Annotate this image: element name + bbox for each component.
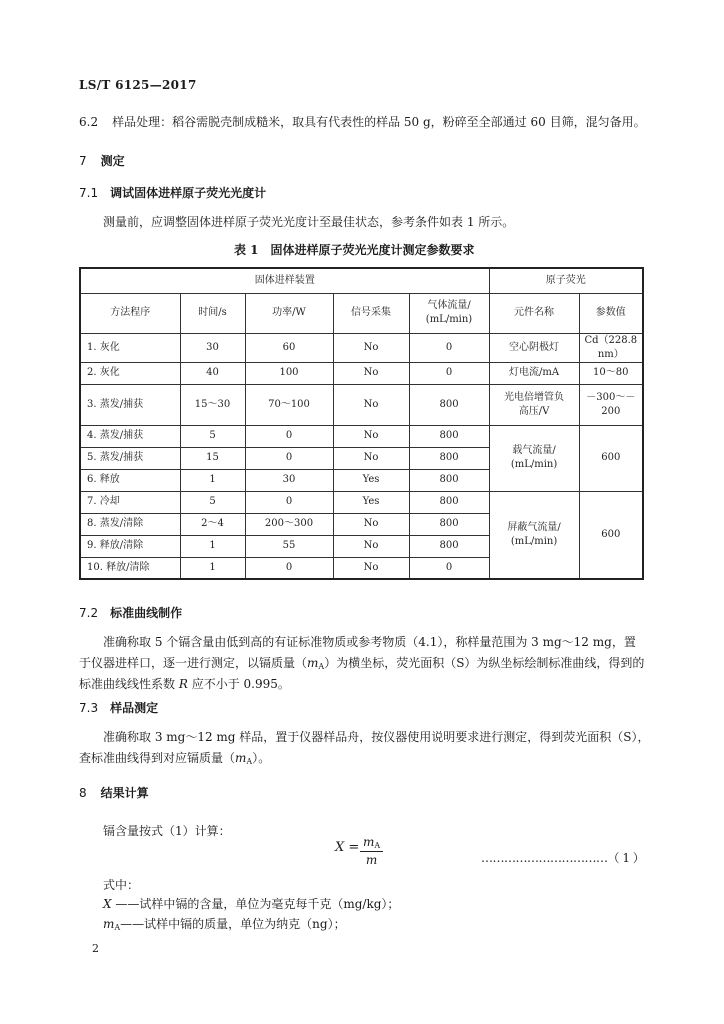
cell-time: 1 (180, 535, 245, 557)
formula-number: ……………………………（ 1 ） (481, 851, 645, 865)
cell-procedure: 3. 蒸发/捕获 (80, 384, 180, 425)
cell-value: Cd（228.8 nm） (579, 333, 643, 362)
cell-power: 60 (245, 333, 333, 362)
cell-procedure: 10. 释放/清除 (80, 557, 180, 579)
cell-value: 10～80 (579, 362, 643, 384)
formula-fraction (360, 835, 383, 867)
section-number: 7.1 (79, 186, 99, 200)
section-number: 7.2 (79, 606, 99, 620)
cell-component (489, 384, 579, 425)
component-name-line2: (mL/min) (510, 459, 558, 470)
cell-procedure: 7. 冷却 (80, 491, 180, 513)
table-row (80, 362, 643, 384)
cell-time: 30 (180, 333, 245, 362)
cell-signal: No (333, 535, 409, 557)
section-title: 调试固体进样原子荧光光度计 (110, 186, 267, 200)
section-7-3-line-2 (79, 749, 270, 766)
cell-power: 0 (245, 425, 333, 447)
cell-gas-flow: 800 (409, 513, 489, 535)
cell-signal: No (333, 362, 409, 384)
cell-gas-flow: 0 (409, 362, 489, 384)
definition-ma (103, 915, 346, 932)
numerator-symbol: m (363, 835, 375, 849)
standard-code-header: LS/T 6125—2017 (79, 78, 197, 92)
table-row (80, 333, 643, 362)
section-title: 结果计算 (100, 786, 149, 800)
cell-component: 空心阴极灯 (489, 333, 579, 362)
cell-signal: No (333, 447, 409, 469)
cell-value: －300～－200 (579, 384, 643, 425)
mass-symbol: m (307, 656, 319, 670)
cell-component (489, 425, 579, 491)
component-name-line2: (mL/min) (510, 535, 558, 547)
formula-lhs: X = (335, 840, 360, 855)
table-row (80, 491, 643, 513)
cell-gas-flow: 800 (409, 469, 489, 491)
section-8-heading (79, 784, 149, 801)
cell-gas-flow: 0 (409, 557, 489, 579)
definition-x (103, 895, 399, 912)
mass-symbol: m (103, 917, 115, 931)
cell-signal: Yes (333, 469, 409, 491)
component-name: 屏蔽气流量/ (507, 521, 561, 533)
section-number: 7.3 (79, 701, 99, 715)
parameter-table (79, 267, 644, 580)
x-symbol: X (103, 897, 112, 911)
col-header-procedure: 方法程序 (80, 293, 180, 333)
cell-value: 600 (579, 425, 643, 491)
cell-time: 5 (180, 491, 245, 513)
cell-component: 灯电流/mA (489, 362, 579, 384)
where-label: 式中： (103, 878, 140, 892)
col-header-gas-flow (409, 293, 489, 333)
mass-subscript: A (114, 923, 121, 932)
section-7-2-line-2 (79, 654, 644, 671)
cell-procedure: 2. 灰化 (80, 362, 180, 384)
group-header-solid-sampling: 固体进样装置 (80, 268, 489, 293)
cell-time: 1 (180, 469, 245, 491)
col-header-time: 时间/s (180, 293, 245, 333)
cell-power: 0 (245, 447, 333, 469)
cell-gas-flow: 800 (409, 425, 489, 447)
component-name-line2: 高压/V (518, 405, 550, 417)
gas-flow-label: 气体流量/ (427, 300, 471, 311)
section-6-2 (79, 113, 646, 130)
cell-signal: No (333, 384, 409, 425)
text-run: 应不小于 0.995。 (187, 677, 290, 691)
section-number: 7 (79, 154, 87, 168)
section-title: 样品测定 (110, 701, 159, 715)
section-7-2-line-1: 准确称取 5 个镉含量由低到高的有证标准物质或参考物质（4.1），称样量范围为 3 mg～12 mg，置 (103, 635, 636, 649)
cell-gas-flow: 800 (409, 384, 489, 425)
cell-time: 40 (180, 362, 245, 384)
section-7-2-heading (79, 604, 182, 621)
gas-flow-unit: (mL/min) (425, 314, 473, 325)
formula-numerator (360, 835, 383, 852)
section-number: 6.2 (79, 115, 99, 129)
cell-procedure: 4. 蒸发/捕获 (80, 425, 180, 447)
section-7-3-heading (79, 699, 158, 716)
section-7-1-body: 测量前，应调整固体进样原子荧光光度计至最佳状态，参考条件如表 1 所示。 (103, 215, 515, 229)
cell-procedure: 9. 释放/清除 (80, 535, 180, 557)
cell-gas-flow: 0 (409, 333, 489, 362)
cell-procedure: 1. 灰化 (80, 333, 180, 362)
table-row (80, 384, 643, 425)
r-symbol: R (178, 677, 188, 691)
cell-gas-flow: 800 (409, 535, 489, 557)
cell-time: 1 (180, 557, 245, 579)
cell-time: 5 (180, 425, 245, 447)
section-7-2-line-3 (79, 675, 290, 692)
cell-signal: No (333, 425, 409, 447)
section-text: 样品处理：稻谷需脱壳制成糙米，取具有代表性的样品 50 g，粉碎至全部通过 60 目筛，混匀备用。 (112, 115, 646, 129)
cell-signal: Yes (333, 491, 409, 513)
cell-power: 200～300 (245, 513, 333, 535)
cell-procedure: 6. 释放 (80, 469, 180, 491)
table-column-header-row (80, 293, 643, 333)
component-name: 光电倍增管负 (504, 391, 565, 403)
cell-time: 2～4 (180, 513, 245, 535)
section-7-3-line-1: 准确称取 3 mg～12 mg 样品，置于仪器样品舟，按仪器使用说明要求进行测定，得到荧光面积（S）， (103, 730, 650, 744)
section-title: 测定 (100, 154, 125, 168)
col-header-signal: 信号采集 (333, 293, 409, 333)
component-name: 载气流量/ (512, 445, 556, 456)
text-run: ）。 (252, 751, 271, 765)
formula-intro: 镉含量按式（1）计算： (103, 824, 231, 838)
cell-time: 15～30 (180, 384, 245, 425)
text-run: 于仪器进样口，逐一进行测定，以镉质量（ (79, 656, 308, 670)
group-header-atomic-fluorescence: 原子荧光 (489, 268, 643, 293)
cell-power: 70～100 (245, 384, 333, 425)
col-header-power: 功率/W (245, 293, 333, 333)
cell-time: 15 (180, 447, 245, 469)
cell-signal: No (333, 513, 409, 535)
mass-subscript: A (246, 757, 253, 766)
section-7-heading (79, 152, 125, 169)
table-group-header-row (80, 268, 643, 293)
section-7-1-heading (79, 184, 266, 201)
cell-procedure: 8. 蒸发/清除 (80, 513, 180, 535)
definition-text: ——试样中镉的质量，单位为纳克（ng）； (120, 917, 346, 931)
cell-value: 600 (579, 491, 643, 579)
cell-power: 100 (245, 362, 333, 384)
cell-procedure: 5. 蒸发/捕获 (80, 447, 180, 469)
mass-symbol: m (235, 751, 247, 765)
cell-component (489, 491, 579, 579)
table-row (80, 425, 643, 447)
cell-gas-flow: 800 (409, 491, 489, 513)
section-number: 8 (79, 786, 87, 800)
col-header-component: 元件名称 (489, 293, 579, 333)
formula (335, 835, 381, 867)
cell-power: 30 (245, 469, 333, 491)
numerator-subscript: A (374, 841, 381, 850)
cell-gas-flow: 800 (409, 447, 489, 469)
text-run: 查标准曲线得到对应镉质量（ (79, 751, 236, 765)
cell-power: 55 (245, 535, 333, 557)
definition-text: ——试样中镉的含量，单位为毫克每千克（mg/kg）； (111, 897, 400, 911)
page-number: 2 (92, 942, 99, 955)
text-run: ）为横坐标，荧光面积（S）为纵坐标绘制标准曲线，得到的 (324, 656, 645, 670)
section-title: 标准曲线制作 (110, 606, 183, 620)
col-header-value: 参数值 (579, 293, 643, 333)
cell-power: 0 (245, 557, 333, 579)
mass-subscript: A (318, 662, 325, 671)
table-caption: 表 1 固体进样原子荧光光度计测定参数要求 (234, 243, 475, 257)
cell-signal: No (333, 557, 409, 579)
formula-denominator: m (365, 853, 378, 867)
text-run: 标准曲线线性系数 (79, 677, 179, 691)
cell-power: 0 (245, 491, 333, 513)
cell-signal: No (333, 333, 409, 362)
